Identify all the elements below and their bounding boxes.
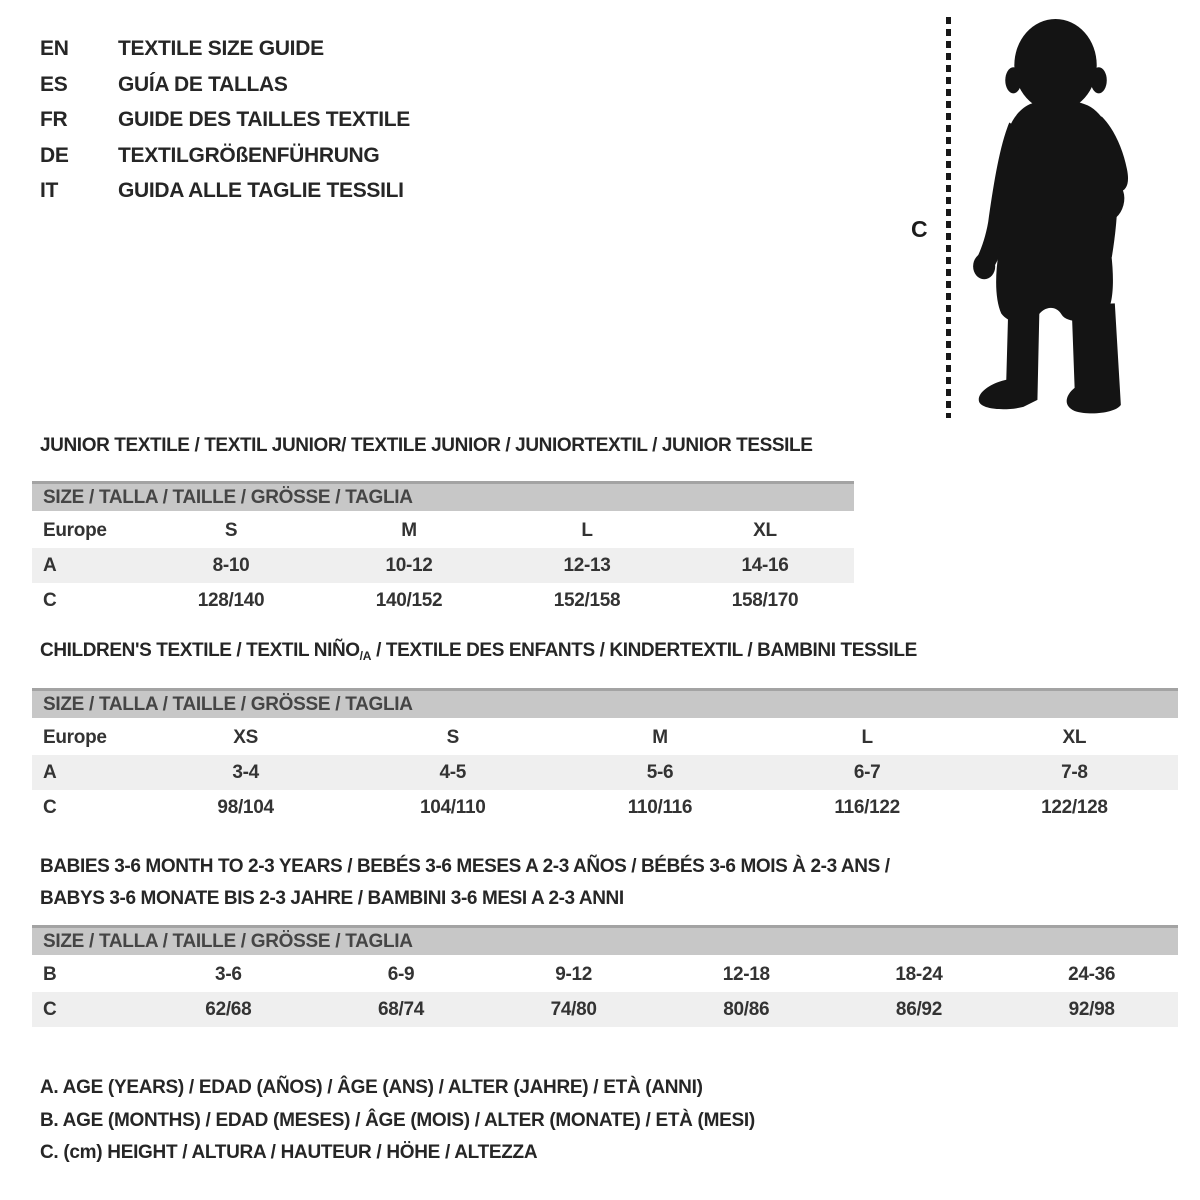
size-header-band: SIZE / TALLA / TAILLE / GRÖSSE / TAGLIA bbox=[32, 688, 1178, 718]
table-row-height-cm bbox=[32, 790, 1178, 825]
table-cell: 158/170 bbox=[731, 589, 799, 611]
babies-title-line1: BABIES 3-6 MONTH TO 2-3 YEARS / BEBÉS 3-6 MESES A 2-3 AÑOS / BÉBÉS 3-6 MOIS À 2-3 ANS / bbox=[40, 856, 890, 877]
language-title: GUIDA ALLE TAGLIE TESSILI bbox=[118, 179, 404, 202]
height-dashed-line bbox=[946, 17, 951, 418]
children-title-text: CHILDREN'S TEXTILE / TEXTIL NIÑO bbox=[40, 640, 360, 661]
language-title: TEXTILGRÖßENFÜHRUNG bbox=[118, 143, 380, 167]
table-cell: 80/86 bbox=[723, 998, 770, 1020]
row-label: B bbox=[43, 963, 57, 985]
table-cell: 110/116 bbox=[627, 796, 693, 818]
junior-section-title: JUNIOR TEXTILE / TEXTIL JUNIOR/ TEXTILE JUNIOR / JUNIORTEXTIL / JUNIOR TESSILE bbox=[40, 435, 813, 456]
table-row-age-months bbox=[32, 957, 1178, 992]
table-cell: L bbox=[581, 519, 593, 541]
table-row-europe bbox=[32, 720, 1178, 755]
table-cell: 3-4 bbox=[232, 761, 259, 783]
table-cell: 3-6 bbox=[215, 963, 242, 985]
language-title: TEXTILE SIZE GUIDE bbox=[118, 37, 324, 60]
table-cell: 7-8 bbox=[1061, 761, 1088, 783]
language-title: GUÍA DE TALLAS bbox=[118, 72, 288, 96]
children-section-title bbox=[40, 640, 917, 663]
table-cell: 14-16 bbox=[741, 554, 789, 576]
language-code: EN bbox=[40, 37, 69, 60]
table-row-height-cm bbox=[32, 583, 854, 618]
row-label: A bbox=[43, 554, 57, 576]
row-label: C bbox=[43, 998, 57, 1020]
language-code: DE bbox=[40, 143, 69, 167]
size-header-band: SIZE / TALLA / TAILLE / GRÖSSE / TAGLIA bbox=[32, 925, 1178, 955]
legend-line-a: A. AGE (YEARS) / EDAD (AÑOS) / ÂGE (ANS) / ALTER (JAHRE) / ETÀ (ANNI) bbox=[40, 1077, 703, 1098]
children-title-text: / TEXTILE DES ENFANTS / KINDERTEXTIL / BAMBINI TESSILE bbox=[371, 640, 917, 661]
table-cell: M bbox=[401, 519, 417, 541]
table-cell: M bbox=[652, 726, 668, 748]
height-marker-label: C bbox=[911, 216, 928, 242]
language-row-es bbox=[40, 67, 410, 103]
table-cell: 6-9 bbox=[387, 963, 415, 985]
table-cell: 122/128 bbox=[1041, 796, 1108, 818]
children-size-table bbox=[32, 688, 1178, 825]
language-row-de bbox=[40, 138, 410, 174]
table-cell: XL bbox=[1062, 726, 1087, 748]
table-cell: 6-7 bbox=[853, 761, 881, 783]
table-cell: 86/92 bbox=[895, 998, 942, 1020]
language-title: GUIDE DES TAILLES TEXTILE bbox=[118, 108, 410, 131]
language-code: FR bbox=[40, 108, 68, 131]
table-cell: 18-24 bbox=[895, 963, 943, 985]
table-row-height-cm bbox=[32, 992, 1178, 1027]
table-cell: 152/158 bbox=[553, 589, 621, 611]
legend-line-b: B. AGE (MONTHS) / EDAD (MESES) / ÂGE (MOIS) / ALTER (MONATE) / ETÀ (MESI) bbox=[40, 1109, 755, 1131]
legend-block bbox=[40, 1072, 755, 1170]
table-cell: 68/74 bbox=[377, 998, 424, 1020]
junior-size-table bbox=[32, 481, 854, 618]
table-cell: XS bbox=[233, 726, 258, 748]
row-label: A bbox=[43, 761, 57, 783]
row-label: C bbox=[43, 589, 57, 611]
table-cell: 92/98 bbox=[1068, 998, 1115, 1020]
row-label: Europe bbox=[43, 726, 107, 748]
language-row-it bbox=[40, 173, 410, 209]
language-code: ES bbox=[40, 72, 68, 96]
table-cell: S bbox=[224, 519, 238, 541]
row-label: Europe bbox=[43, 519, 107, 541]
table-cell: 128/140 bbox=[197, 589, 265, 611]
table-cell: 98/104 bbox=[217, 796, 274, 818]
table-cell: 140/152 bbox=[375, 589, 443, 611]
table-cell: 5-6 bbox=[646, 761, 674, 783]
table-cell: XL bbox=[753, 519, 777, 541]
legend-line-c: C. (cm) HEIGHT / ALTURA / HAUTEUR / HÖHE / ALTEZZA bbox=[40, 1142, 538, 1163]
table-row-europe bbox=[32, 513, 854, 548]
table-cell: 12-13 bbox=[563, 554, 611, 576]
table-cell: S bbox=[446, 726, 459, 748]
table-row-age-years bbox=[32, 548, 854, 583]
row-label: C bbox=[43, 796, 57, 818]
table-cell: L bbox=[861, 726, 873, 748]
babies-section-title bbox=[40, 851, 890, 915]
table-row-age-years bbox=[32, 755, 1178, 790]
toddler-silhouette-icon bbox=[962, 18, 1140, 420]
language-row-en bbox=[40, 31, 410, 67]
table-cell: 116/122 bbox=[834, 796, 900, 818]
table-cell: 8-10 bbox=[212, 554, 250, 576]
table-cell: 74/80 bbox=[550, 998, 597, 1020]
size-header-band: SIZE / TALLA / TAILLE / GRÖSSE / TAGLIA bbox=[32, 481, 854, 511]
table-cell: 24-36 bbox=[1068, 963, 1116, 985]
table-cell: 10-12 bbox=[385, 554, 433, 576]
language-code: IT bbox=[40, 179, 59, 202]
babies-size-table bbox=[32, 925, 1178, 1027]
language-row-fr bbox=[40, 102, 410, 138]
table-cell: 12-18 bbox=[722, 963, 770, 985]
table-cell: 62/68 bbox=[205, 998, 252, 1020]
children-title-subscript: /A bbox=[359, 649, 372, 663]
table-cell: 4-5 bbox=[439, 761, 467, 783]
language-title-block bbox=[40, 31, 410, 209]
babies-title-line2: BABYS 3-6 MONATE BIS 2-3 JAHRE / BAMBINI 3-6 MESI A 2-3 ANNI bbox=[40, 888, 624, 909]
table-cell: 9-12 bbox=[555, 963, 593, 985]
table-cell: 104/110 bbox=[420, 796, 486, 818]
